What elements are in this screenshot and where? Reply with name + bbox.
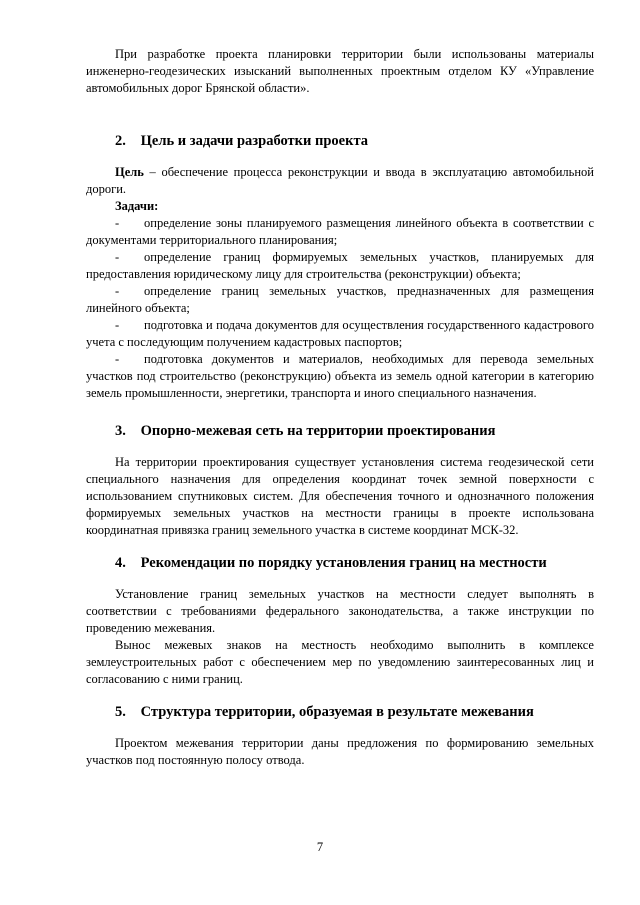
section-2-heading — [86, 131, 594, 151]
section-4-paragraph-2: Вынос межевых знаков на местность необходимо выполнить в комплексе землеустроительных работ с обеспечением мер по уведомлению заинтересованных лиц и согласованию с ними границ. — [86, 638, 594, 686]
task-item-2 — [86, 249, 594, 283]
task-item-text: определение границ формируемых земельных участков, планируемых для предоставления юридическому лицу для строительства (реконструкции) объекта; — [86, 250, 594, 281]
intro-paragraph: При разработке проекта планировки территории были использованы материалы инженерно-геодезических изысканий выполненных проектным отделом КУ «Управление автомобильных дорог Брянской области». — [86, 47, 594, 95]
list-dash: - — [115, 284, 120, 298]
section-5-title: Структура территории, образуемая в результате межевания — [140, 704, 534, 720]
page-number: 7 — [316, 840, 324, 854]
section-3-heading — [86, 421, 594, 441]
list-dash: - — [115, 318, 120, 332]
section-2-number: 2. — [115, 133, 126, 149]
task-item-text: определение зоны планируемого размещения линейного объекта в соответствии с документами территориального планирования; — [86, 216, 594, 247]
list-dash: - — [115, 216, 120, 230]
section-5-paragraph: Проектом межевания территории даны предложения по формированию земельных участков под постоянную полосу отвода. — [86, 736, 594, 767]
section-3-number: 3. — [115, 423, 126, 439]
section-4-number: 4. — [115, 555, 126, 571]
section-5-heading — [86, 702, 594, 722]
document-page — [86, 46, 594, 769]
task-item-3 — [86, 283, 594, 317]
list-dash: - — [115, 352, 120, 366]
section-4-title: Рекомендации по порядку установления границ на местности — [140, 555, 547, 571]
goal-label: Цель — [115, 165, 144, 179]
task-item-5 — [86, 351, 594, 402]
task-item-text: подготовка и подача документов для осуществления государственного кадастрового учета с последующим получением кадастровых паспортов; — [86, 318, 594, 349]
goal-paragraph — [86, 164, 594, 198]
task-item-1 — [86, 215, 594, 249]
task-item-text: подготовка документов и материалов, необходимых для перевода земельных участков под строительство (реконструкцию) объекта из земель одной категории в категорию земель промышленности, энергетики, транспорта и иного специального назначения. — [86, 352, 594, 400]
section-4-heading — [86, 553, 594, 573]
goal-text: – обеспечение процесса реконструкции и ввода в эксплуатацию автомобильной дороги. — [86, 165, 594, 196]
section-5-number: 5. — [115, 704, 126, 720]
list-dash: - — [115, 250, 120, 264]
section-2-title: Цель и задачи разработки проекта — [140, 133, 369, 149]
task-item-text: определение границ земельных участков, предназначенных для размещения линейного объекта; — [86, 284, 594, 315]
section-3-title: Опорно-межевая сеть на территории проектирования — [140, 423, 496, 439]
section-4-paragraph-1: Установление границ земельных участков на местности следует выполнять в соответствии с требованиями федерального законодательства, а также инструкции по проведению межевания. — [86, 587, 594, 635]
tasks-label: Задачи: — [115, 199, 159, 213]
task-item-4 — [86, 317, 594, 351]
section-3-paragraph: На территории проектирования существует установления система геодезической сети специального назначения для определения координат точек земной поверхности с использованием спутниковых систем. Для обеспечения точного и однозначного положения формируемых земельных участков на местности границы в проекте использована координатная привязка границ земельного участка в системе координат МСК-32. — [86, 455, 594, 537]
